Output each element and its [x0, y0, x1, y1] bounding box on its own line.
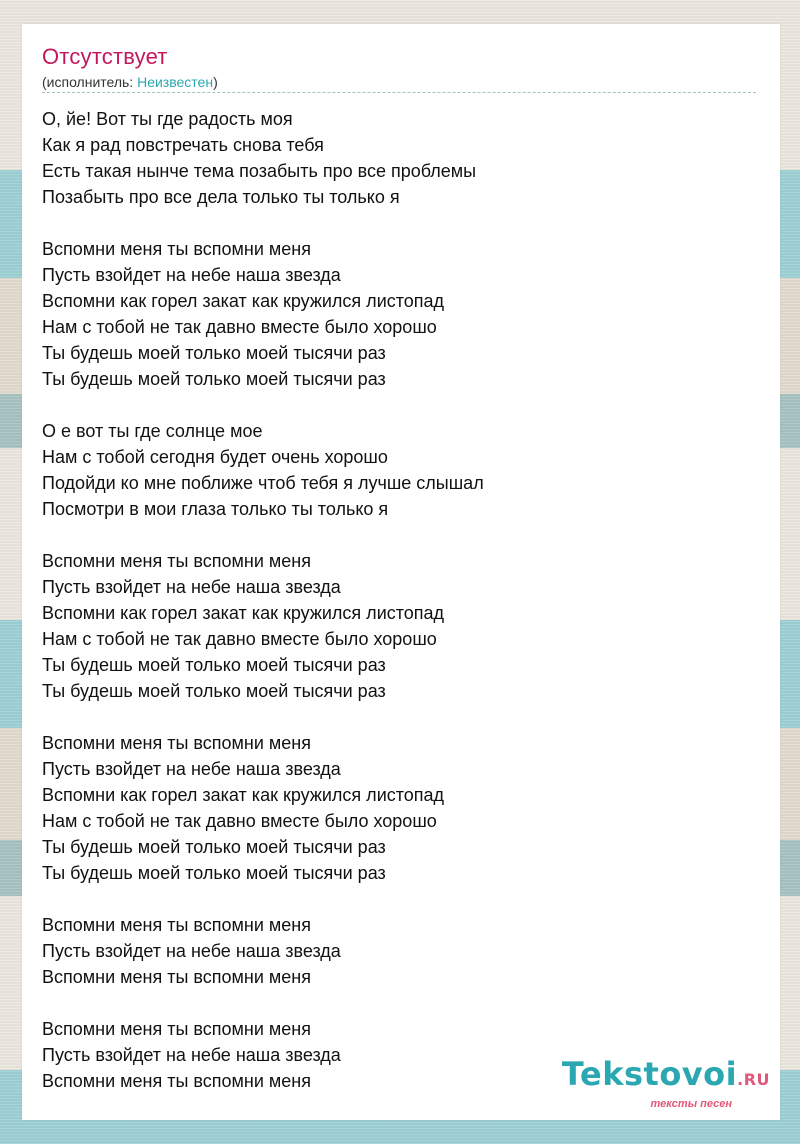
lyric-line: Пусть взойдет на небе наша звезда — [42, 265, 341, 285]
lyrics-body — [42, 106, 756, 1094]
lyric-line: Нам с тобой не так давно вместе было хорошо — [42, 811, 437, 831]
stanza — [42, 548, 756, 704]
logo-wordmark — [550, 1056, 770, 1098]
lyric-line: Вспомни как горел закат как кружился листопад — [42, 785, 445, 805]
song-title: Отсутствует — [42, 44, 168, 69]
stanza — [42, 418, 756, 522]
lyric-line: Вспомни меня ты вспомни меня — [42, 967, 311, 987]
stanza — [42, 106, 756, 210]
lyric-line: Нам с тобой не так давно вместе было хорошо — [42, 317, 437, 337]
stanza — [42, 912, 756, 990]
lyric-line: Нам с тобой не так давно вместе было хорошо — [42, 629, 437, 649]
lyric-line: Ты будешь моей только моей тысячи раз — [42, 681, 386, 701]
lyric-line: Посмотри в мои глаза только ты только я — [42, 499, 389, 519]
lyric-line: О е вот ты где солнце мое — [42, 421, 263, 441]
lyric-line: Нам с тобой сегодня будет очень хорошо — [42, 447, 388, 467]
lyric-line: Ты будешь моей только моей тысячи раз — [42, 655, 386, 675]
lyric-line: Есть такая нынче тема позабыть про все проблемы — [42, 161, 477, 181]
lyric-line: Пусть взойдет на небе наша звезда — [42, 759, 341, 779]
artist-line — [42, 74, 218, 90]
lyrics-card — [22, 24, 780, 1120]
lyric-line: О, йе! Вот ты где радость моя — [42, 109, 293, 129]
logo-main-text: Tekstovoi — [561, 1055, 738, 1093]
lyric-line: Ты будешь моей только моей тысячи раз — [42, 369, 386, 389]
lyric-line: Пусть взойдет на небе наша звезда — [42, 1045, 341, 1065]
lyric-line: Подойди ко мне поближе чтоб тебя я лучше слышал — [42, 473, 484, 493]
stanza — [42, 730, 756, 886]
lyric-line: Ты будешь моей только моей тысячи раз — [42, 837, 386, 857]
artist-prefix: (исполнитель: — [42, 74, 138, 90]
lyric-line: Вспомни меня ты вспомни меня — [42, 1019, 311, 1039]
stanza — [42, 236, 756, 392]
lyric-line: Вспомни меня ты вспомни меня — [42, 733, 311, 753]
dotted-divider — [42, 92, 756, 93]
logo-tld: .RU — [737, 1070, 770, 1089]
logo-subtitle: тексты песен — [650, 1098, 732, 1110]
lyric-line: Вспомни меня ты вспомни меня — [42, 1071, 311, 1091]
tekstovoi-logo[interactable] — [550, 1056, 770, 1108]
lyric-line: Пусть взойдет на небе наша звезда — [42, 941, 341, 961]
lyric-line: Пусть взойдет на небе наша звезда — [42, 577, 341, 597]
lyric-line: Как я рад повстречать снова тебя — [42, 135, 324, 155]
lyric-line: Позабыть про все дела только ты только я — [42, 187, 400, 207]
lyric-line: Ты будешь моей только моей тысячи раз — [42, 863, 386, 883]
artist-link[interactable]: Неизвестен — [137, 74, 214, 90]
artist-suffix: ) — [213, 74, 218, 90]
lyric-line: Вспомни меня ты вспомни меня — [42, 915, 311, 935]
lyric-line: Вспомни меня ты вспомни меня — [42, 239, 311, 259]
lyric-line: Вспомни меня ты вспомни меня — [42, 551, 311, 571]
lyric-line: Вспомни как горел закат как кружился листопад — [42, 291, 445, 311]
lyric-line: Вспомни как горел закат как кружился листопад — [42, 603, 445, 623]
lyric-line: Ты будешь моей только моей тысячи раз — [42, 343, 386, 363]
